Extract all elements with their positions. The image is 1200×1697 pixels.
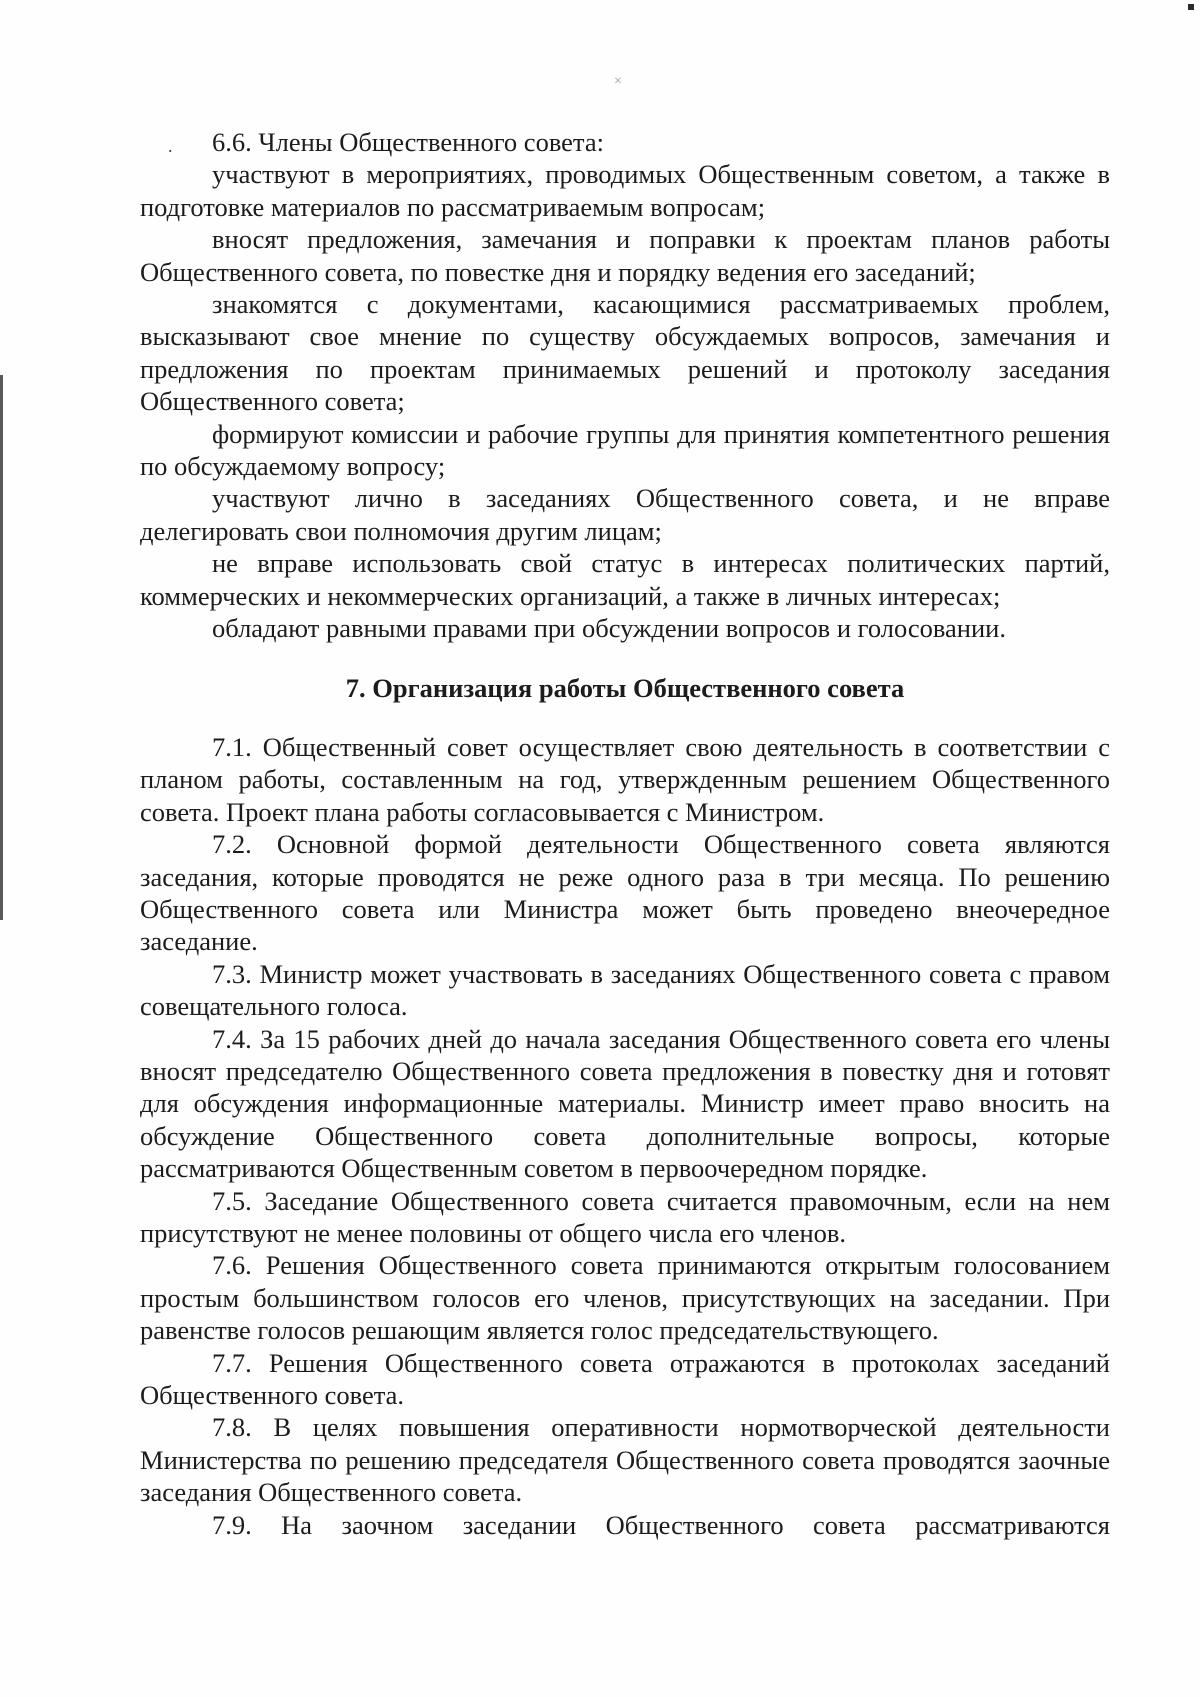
scan-edge-line [0,375,3,920]
clause-7-7: 7.7. Решения Общественного совета отражаются в протоколах заседаний Общественного совета. [140,1347,1110,1411]
clause-7-8: 7.8. В целях повышения оперативности нормотворческой деятельности Министерства по решению председателя Общественного совета проводятся заочные заседания Общественного совета. [140,1412,1110,1508]
clause-6-6-item-1: участвуют в мероприятиях, проводимых Общественным советом, а также в подготовке материалов по рассматриваемым вопросам; [140,159,1110,222]
document-body [140,126,1110,1541]
clause-6-6-item-6: не вправе использовать свой статус в интересах политических партий, коммерческих и некоммерческих организаций, а также в личных интересах; [140,548,1110,611]
stray-dot: . [168,136,173,156]
clause-6-6-intro: 6.6. Члены Общественного совета: [212,127,604,157]
clause-7-6: 7.6. Решения Общественного совета принимаются открытым голосованием простым большинством голосов его членов, присутствующих на заседании. При равенстве голосов решающим является голос председательствующего. [140,1250,1110,1346]
clause-6-6-item-2: вносят предложения, замечания и поправки к проектам планов работы Общественного совета, по повестке дня и порядку ведения его заседаний; [140,224,1110,287]
clause-7-4: 7.4. За 15 рабочих дней до начала заседания Общественного совета его члены вносят председателю Общественного совета предложения в повестку дня и готовят для обсуждения информационные материалы. Министр имеет право вносить на обсуждение Общественного совета дополнительные вопросы, которые рассматриваются Общественным советом в первоочередном порядке. [140,1023,1110,1184]
clause-7-3: 7.3. Министр может участвовать в заседаниях Общественного совета с правом совещательного голоса. [140,958,1110,1022]
scan-corner-mark [1188,4,1194,10]
clause-6-6-item-5: участвуют лично в заседаниях Общественного совета, и не вправе делегировать свои полномочия другим лицам; [140,483,1110,546]
stray-mark: × [614,74,622,89]
clause-7-5: 7.5. Заседание Общественного совета считается правомочным, если на нем присутствуют не менее половины от общего числа его членов. [140,1185,1110,1248]
clause-6-6-item-4: формируют комиссии и рабочие группы для принятия компетентного решения по обсуждаемому вопросу; [140,418,1110,482]
clause-7-1: 7.1. Общественный совет осуществляет свою деятельность в соответствии с планом работы, составленным на год, утвержденным решением Общественного совета. Проект плана работы согласовывается с Министром. [140,731,1110,827]
clause-6-6-item-3: знакомятся с документами, касающимися рассматриваемых проблем, высказывают свое мнение по существу обсуждаемых вопросов, замечания и предложения по проектам принимаемых решений и протоколу заседания Общественного совета; [140,289,1110,417]
clause-7-9: 7.9. На заочном заседании Общественного совета рассматриваются [212,1509,1110,1540]
clause-7-2: 7.2. Основной формой деятельности Общественного совета являются заседания, которые проводятся не реже одного раза в три месяца. По решению Общественного совета или Министра может быть проведено внеочередное заседание. [140,829,1110,957]
clause-6-6-item-7: обладают равными правами при обсуждении вопросов и голосовании. [212,613,1006,644]
section-7-heading: 7. Организация работы Общественного совета [345,672,905,703]
